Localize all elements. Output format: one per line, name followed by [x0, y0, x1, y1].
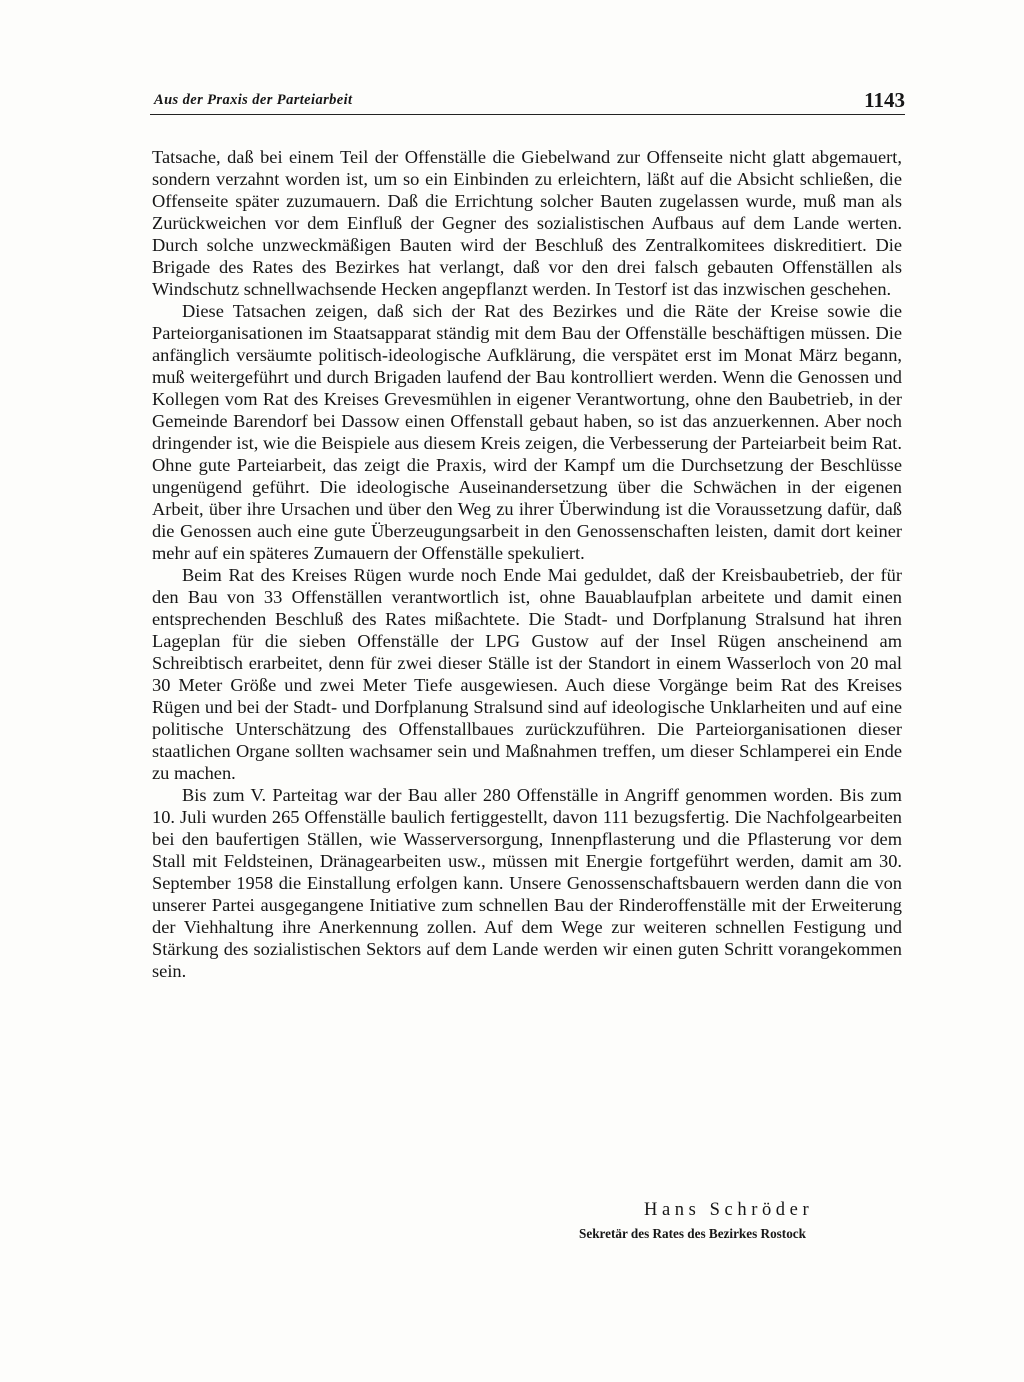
page-number: 1143 [864, 88, 905, 112]
header-rule [150, 114, 905, 115]
paragraph-4: Bis zum V. Parteitag war der Bau aller 280 Offenställe in Angriff genommen worden. Bis zum 10. Juli wurden 265 Offenställe baulich fertiggestellt, davon 111 bezugsfertig. Die Nachfolgearbeiten bei den baufertigen Ställen, wie Wasserversorgung, Innenpflasterung und die Pflasterung vor dem Stall mit Feldsteinen, Dränagearbeiten usw., müssen mit Energie fortgeführt werden, damit am 30. September 1958 die Einstallung erfolgen kann. Unsere Genossenschaftsbauern werden dann die von unserer Partei ausgegangene Initiative zum schnellen Bau der Rinderoffenställe mit der Erweiterung der Viehhaltung ihre Anerkennung zollen. Auf dem Wege zur weiteren schnellen Festigung und Stärkung des sozialistischen Sektors auf dem Lande werden wir einen guten Schritt vorangekommen sein. [152, 785, 902, 981]
article-body [152, 146, 902, 982]
running-header [150, 88, 905, 116]
author-title: Sekretär des Rates des Bezirkes Rostock [579, 1226, 806, 1241]
paragraph-1: Tatsache, daß bei einem Teil der Offenställe die Giebelwand zur Offenseite nicht glatt abgemauert, sondern verzahnt worden ist, um so ein Einbinden zu erleichtern, läßt auf die Absicht schließen, die Offenseite später zuzumauern. Daß die Errichtung solcher Bauten zugelassen wurde, muß man als Zurückweichen vor dem Einfluß der Gegner des sozialistischen Aufbaus auf dem Lande werten. Durch solche unzweckmäßigen Bauten wird der Beschluß des Zentralkomitees diskreditiert. Die Brigade des Rates des Bezirkes hat verlangt, daß vor den drei falsch gebauten Offenställen als Windschutz schnellwachsende Hecken angepflanzt werden. In Testorf ist das inzwischen geschehen. [152, 147, 902, 299]
paragraph-2: Diese Tatsachen zeigen, daß sich der Rat des Bezirkes und die Räte der Kreise sowie die Parteiorganisationen im Staatsapparat ständig mit dem Bau der Offenställe beschäftigen müssen. Die anfänglich versäumte politisch-ideologische Aufklärung, die verspätet erst im Monat März begann, muß weitergeführt und durch Brigaden laufend der Bau kontrolliert werden. Wenn die Genossen und Kollegen vom Rat des Kreises Grevesmühlen in eigener Verantwortung, ohne den Baubetrieb, in der Gemeinde Barendorf bei Dassow einen Offenstall gebaut haben, so ist das anzuerkennen. Aber noch dringender ist, wie die Beispiele aus diesem Kreis zeigen, die Verbesserung der Parteiarbeit beim Rat. Ohne gute Parteiarbeit, das zeigt die Praxis, wird der Kampf um die Durchsetzung der Beschlüsse ungenügend geführt. Die ideologische Auseinandersetzung über die Schwächen in der eigenen Arbeit, über ihre Ursachen und über den Weg zu ihrer Überwindung ist die Voraussetzung dafür, daß die Genossen auch eine gute Überzeugungsarbeit in den Genossenschaften leisten, damit dort keiner mehr auf ein späteres Zumauern der Offenställe spekuliert. [152, 301, 902, 563]
author-name: Hans Schröder [644, 1200, 814, 1220]
running-title: Aus der Praxis der Parteiarbeit [154, 92, 353, 108]
paragraph-3: Beim Rat des Kreises Rügen wurde noch Ende Mai geduldet, daß der Kreisbaubetrieb, der für den Bau von 33 Offenställen verantwortlich ist, ohne Bauablaufplan arbeitete und damit einen entsprechenden Beschluß des Rates mißachtete. Die Stadt- und Dorfplanung Stralsund hat ihren Lageplan für die sieben Offenställe der LPG Gustow auf der Insel Rügen anscheinend am Schreibtisch erarbeitet, denn für zwei dieser Ställe ist der Standort in einem Wasserloch von 20 mal 30 Meter Größe und zwei Meter Tiefe ausgewiesen. Auch diese Vorgänge beim Rat des Kreises Rügen und bei der Stadt- und Dorfplanung Stralsund sind auf ideologische Unklarheiten und auf eine politische Unterschätzung des Offenstallbaues zurückzuführen. Die Parteiorganisationen dieser staatlichen Organe sollten wachsamer sein und Maßnahmen treffen, um dieser Schlamperei ein Ende zu machen. [152, 565, 902, 783]
